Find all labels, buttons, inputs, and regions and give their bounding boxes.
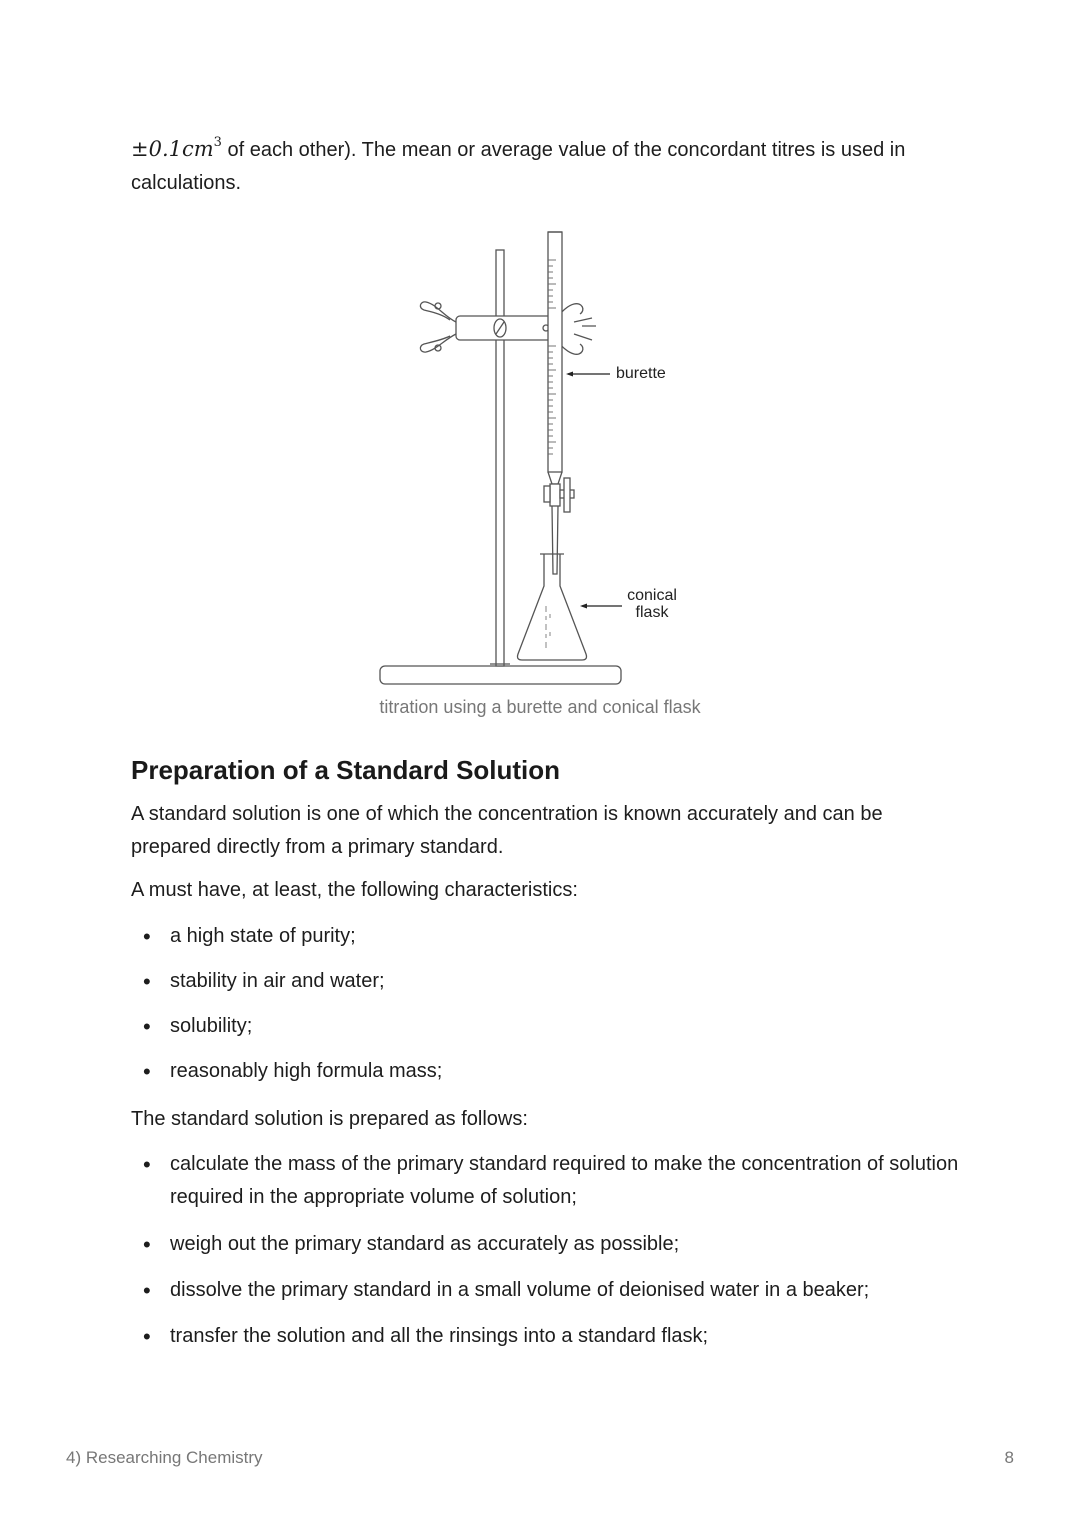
list-item: • reasonably high formula mass; xyxy=(131,1055,961,1088)
list-item: • stability in air and water; xyxy=(131,965,961,998)
list-item: • calculate the mass of the primary standard required to make the concentration of solution required in the appropriate volume of solution; xyxy=(131,1148,961,1214)
list-item: • dissolve the primary standard in a small volume of deionised water in a beaker; xyxy=(131,1274,961,1307)
intro-paragraph xyxy=(131,128,951,200)
procedure-steps-list xyxy=(131,1148,961,1353)
footer-chapter: 4) Researching Chemistry xyxy=(66,1448,263,1467)
titration-apparatus-diagram xyxy=(360,222,720,692)
figure-caption: titration using a burette and conical flask xyxy=(379,697,701,717)
tolerance-math xyxy=(131,137,222,161)
titration-figure xyxy=(360,222,720,692)
characteristics-intro: A must have, at least, the following characteristics: xyxy=(131,879,578,901)
list-item: • weigh out the primary standard as accurately as possible; xyxy=(131,1228,961,1261)
procedure-intro: The standard solution is prepared as follows: xyxy=(131,1108,528,1130)
list-item: • solubility; xyxy=(131,1010,961,1043)
page-number: 8 xyxy=(1004,1448,1014,1467)
burette-label: burette xyxy=(616,365,666,382)
conical-flask-label xyxy=(622,587,682,621)
tolerance-exponent: 3 xyxy=(213,135,222,150)
standard-solution-definition: A standard solution is one of which the concentration is known accurately and can be prepared directly from a primary standard. xyxy=(131,803,883,858)
conical-flask-label-line1: conical xyxy=(627,587,677,604)
intro-text: of each other). The mean or average value of the concordant titres is used in calculations. xyxy=(131,139,906,194)
section-heading: Preparation of a Standard Solution xyxy=(131,755,561,785)
list-item: • transfer the solution and all the rinsings into a standard flask; xyxy=(131,1320,961,1353)
list-item: • a high state of purity; xyxy=(131,920,961,953)
conical-flask-label-line2: flask xyxy=(635,604,669,621)
characteristics-list xyxy=(131,920,961,1088)
tolerance-value: ±0.1cm xyxy=(131,137,214,161)
